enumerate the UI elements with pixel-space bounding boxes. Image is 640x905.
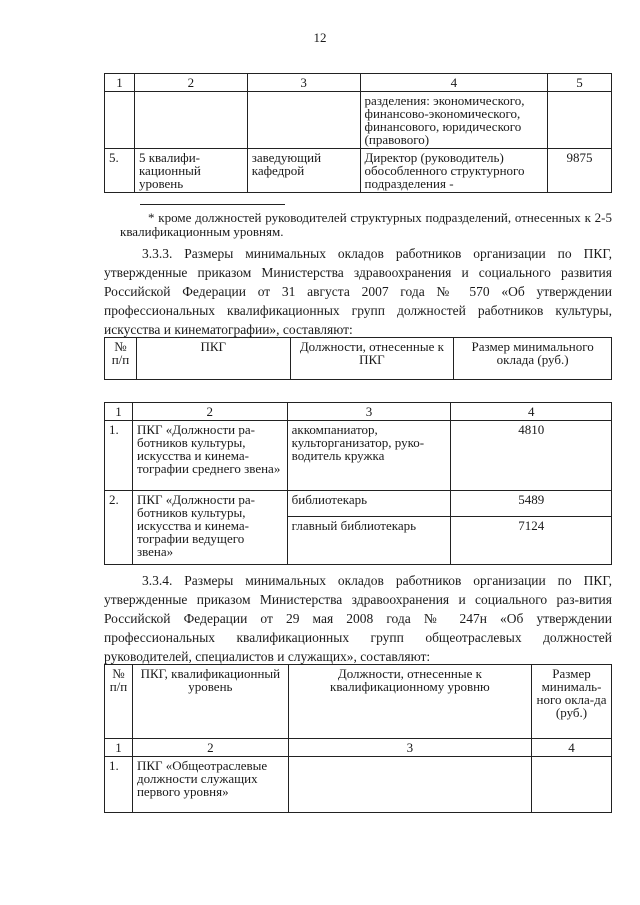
table-cell: 4 [451,403,612,421]
table-cell [247,92,360,149]
table-cell: библиотекарь [287,491,451,517]
table-cell: 1 [105,74,135,92]
table-cell: 5. [105,149,135,193]
paragraph-3-3-4: 3.3.4. Размеры минимальных окладов работников организации по ПКГ, утвержденные приказом Министерства здравоохранения и социального раз-вития Российской Федерации от 29 мая 2008 года № 247н «Об утверждении профессиональных квалификационных групп общеотраслевых должностей руководителей, специалистов и служащих», составляют: [104,573,612,664]
table-cell: 9875 [548,149,612,193]
table-number-row [105,403,612,421]
table-cell: аккомпаниатор, культорганизатор, руко-водитель кружка [287,421,451,491]
table-cell: ПКГ «Должности ра-ботников культуры, искусства и кинема-тографии среднего звена» [132,421,287,491]
table-cell: 3 [287,403,451,421]
table-cell: Директор (руководитель) обособленного структурного подразделения - [360,149,548,193]
table-cell [532,757,612,813]
table-cell: 2 [132,739,288,757]
table-cell [134,92,247,149]
table-cell: 5 [548,74,612,92]
table-cell: 2 [134,74,247,92]
column-header: ПКГ [136,338,290,380]
footnote: * кроме должностей руководителей структурных подразделений, отнесенных к 2-5 квалификационным уровням. [120,210,612,239]
table-cell [548,92,612,149]
table-cell: ПКГ «Должности ра-ботников культуры, искусства и кинема-тографии ведущего звена» [132,491,287,565]
table-cell: 4 [532,739,612,757]
table-cell: 3 [288,739,531,757]
table-cell: 4810 [451,421,612,491]
table-header-row [105,665,612,739]
salary-table-continued [104,73,612,193]
table-cell: заведующий кафедрой [247,149,360,193]
column-header: Размер минималь-ного окла-да (руб.) [532,665,612,739]
table-cell: главный библиотекарь [287,517,451,565]
table-cell: 1. [105,757,133,813]
page-number: 12 [313,30,327,45]
paragraph-3-3-3: 3.3.3. Размеры минимальных окладов работников организации по ПКГ, утвержденные приказом Министерства здравоохранения и социального развития Российской Федерации от 31 августа 2007 года № 570 «Об утверждении профессиональных квалификационных групп должностей работников культуры, искусства и кинематографии», составляют: [104,246,612,337]
column-header: ПКГ, квалификационный уровень [132,665,288,739]
column-header: № п/п [105,338,137,380]
table-cell: 5489 [451,491,612,517]
table-header-row [105,338,612,380]
table-cell: 1 [105,739,133,757]
table-cell: ПКГ «Общеотраслевые должности служащих первого уровня» [132,757,288,813]
table-row [105,92,612,149]
column-header: № п/п [105,665,133,739]
column-header: Должности, отнесенные к квалификационному уровню [288,665,531,739]
table-cell: 7124 [451,517,612,565]
table-row [105,149,612,193]
pkg-header-table [104,337,612,380]
table-cell: 2. [105,491,133,565]
table-number-row [105,739,612,757]
table-cell [105,92,135,149]
table-cell: 2 [132,403,287,421]
table-cell [288,757,531,813]
general-salary-table [104,664,612,813]
culture-salary-table [104,402,612,565]
table-number-row [105,74,612,92]
table-row [105,421,612,491]
table-cell: 3 [247,74,360,92]
table-cell: 4 [360,74,548,92]
column-header: Должности, отнесенные к ПКГ [290,338,454,380]
table-cell: 5 квалифи-кационный уровень [134,149,247,193]
column-header: Размер минимального оклада (руб.) [454,338,612,380]
table-cell: 1 [105,403,133,421]
table-cell: 1. [105,421,133,491]
table-cell: разделения: экономического, финансово-экономического, финансового, юридического (правового) [360,92,548,149]
table-row [105,491,612,517]
footnote-divider [140,204,285,205]
table-row [105,757,612,813]
